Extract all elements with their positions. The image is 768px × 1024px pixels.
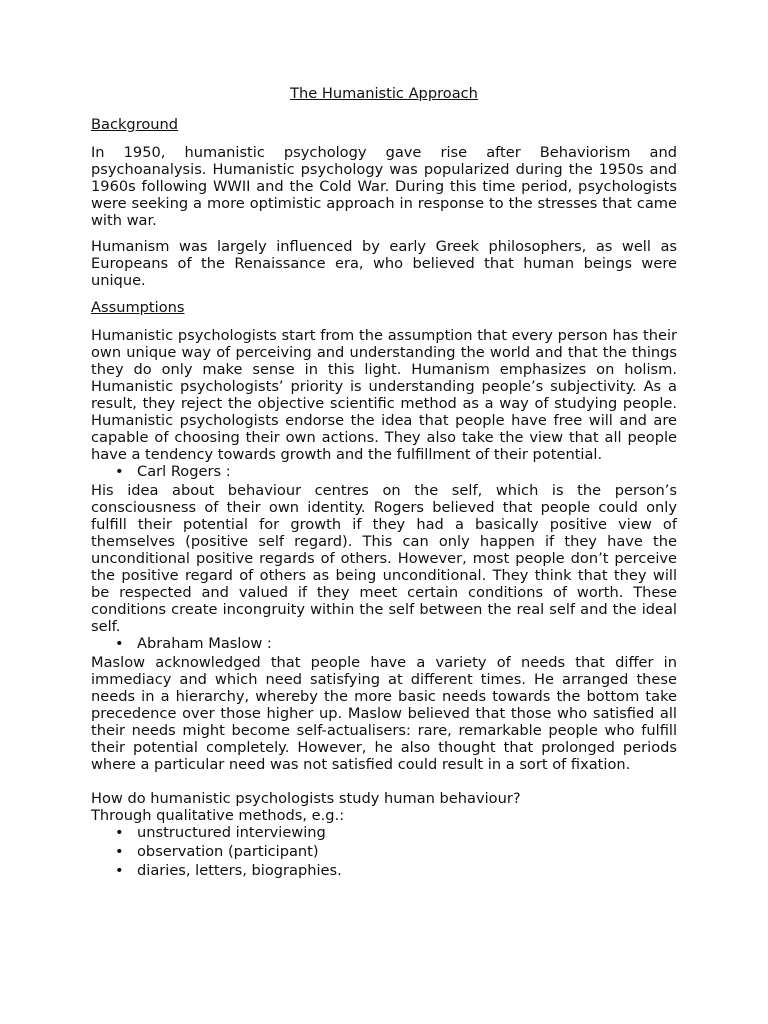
background-paragraph-2: Humanism was largely influenced by early Greek philosophers, as well as Europeans of the Renaissance era, who believed that human beings were unique.: [91, 238, 677, 289]
list-item: [91, 843, 677, 860]
list-item: [91, 862, 677, 879]
bullet-abraham-maslow: [91, 635, 677, 652]
bullet-icon: [91, 463, 137, 480]
assumptions-heading: Assumptions: [91, 299, 185, 316]
bullet-label: Carl Rogers :: [137, 463, 231, 480]
bullet-icon: [91, 862, 137, 879]
background-paragraph-1: In 1950, humanistic psychology gave rise after Behaviorism and psychoanalysis. Humanistic psychology was popularized during the 1950s and 1960s following WWII and the Cold War. During this time period, psychologists were seeking a more optimistic approach in response to the stresses that came with war.: [91, 144, 677, 229]
bullet-icon: [91, 824, 137, 841]
list-item: [91, 824, 677, 841]
bullet-label: Abraham Maslow :: [137, 635, 272, 652]
document-title: The Humanistic Approach: [290, 85, 478, 102]
spacer: [91, 773, 677, 790]
list-item-label: unstructured interviewing: [137, 824, 326, 841]
bullet-carl-rogers: [91, 463, 677, 480]
rogers-paragraph: His idea about behaviour centres on the self, which is the person’s consciousness of their own identity. Rogers believed that people could only fulfill their potential for growth if they had a basically positive view of themselves (positive self regard). This can only happen if they have the unconditional positive regards of others. However, most people don’t perceive the positive regard of others as being unconditional. They think that they will be respected and valued if they meet certain conditions of worth. These conditions create incongruity within the self between the real self and the ideal self.: [91, 482, 677, 635]
methods-intro: Through qualitative methods, e.g.:: [91, 807, 345, 824]
maslow-paragraph: Maslow acknowledged that people have a variety of needs that differ in immediacy and which need satisfying at different times. He arranged these needs in a hierarchy, whereby the more basic needs towards the bottom take precedence over those higher up. Maslow believed that those who satisfied all their needs might become self-actualisers: rare, remarkable people who fulfill their potential completely. However, he also thought that prolonged periods where a particular need was not satisfied could result in a sort of fixation.: [91, 654, 677, 773]
bullet-icon: [91, 843, 137, 860]
list-item-label: observation (participant): [137, 843, 319, 860]
list-item-label: diaries, letters, biographies.: [137, 862, 342, 879]
question-line: How do humanistic psychologists study human behaviour?: [91, 790, 521, 807]
background-heading: Background: [91, 116, 179, 133]
bullet-icon: [91, 635, 137, 652]
assumptions-paragraph: Humanistic psychologists start from the assumption that every person has their own unique way of perceiving and understanding the world and that the things they do only make sense in this light. Humanism emphasizes on holism. Humanistic psychologists’ priority is understanding people’s subjectivity. As a result, they reject the objective scientific method as a way of studying people. Humanistic psychologists endorse the idea that people have free will and are capable of choosing their own actions. They also take the view that all people have a tendency towards growth and the fulfillment of their potential.: [91, 327, 677, 463]
